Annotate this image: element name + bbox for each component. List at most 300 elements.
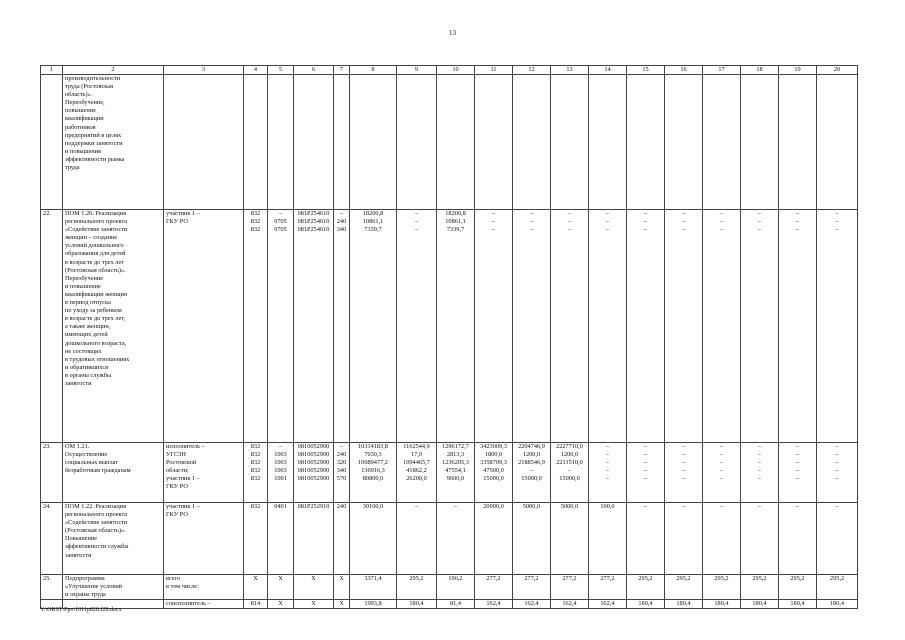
- cell-line: работников: [65, 123, 96, 131]
- cell-line: 7030,3: [364, 451, 382, 459]
- value-cell-c5: [268, 503, 294, 575]
- cell-line: 10861,1: [362, 218, 384, 226]
- cell-line: 0810052900: [297, 451, 330, 459]
- table-row: [41, 575, 858, 600]
- cell-line: –: [835, 459, 839, 467]
- table-row: [41, 210, 858, 443]
- cell-line: –: [757, 218, 762, 226]
- cell-line: 0705: [274, 218, 287, 226]
- value-cell-c11: [475, 443, 513, 503]
- cell-line: –: [719, 459, 724, 467]
- cell-line: –: [605, 218, 610, 226]
- cell-line: –: [681, 451, 686, 459]
- cell-line: –: [278, 443, 283, 450]
- value-cell-c8: [350, 75, 397, 210]
- value-cell-c20: [817, 443, 858, 503]
- executor-cell: [164, 210, 244, 443]
- cell-line: –: [567, 226, 572, 234]
- cell-line: –: [529, 226, 534, 234]
- cell-line: 1800,0: [484, 451, 503, 459]
- cell-line: 30100,0: [362, 503, 384, 510]
- cell-line: X: [253, 575, 258, 582]
- cell-line: 081P254610: [297, 218, 330, 226]
- cell-line: –: [414, 218, 419, 226]
- cell-line: УГСЗН: [166, 451, 186, 459]
- cell-line: –: [605, 459, 610, 467]
- cell-line: 277,2: [600, 575, 615, 582]
- cell-line: 5000,0: [522, 503, 541, 510]
- cell-line: –: [643, 443, 648, 450]
- executor-cell: [164, 575, 244, 600]
- cell-line: 10861,1: [445, 218, 466, 226]
- cell-line: 295,2: [714, 575, 729, 582]
- cell-line: ПОМ 1.22. Реализация: [65, 503, 127, 510]
- cell-line: 2188546,9: [518, 459, 545, 467]
- cell-line: 26200,0: [406, 475, 427, 483]
- value-cell-c10: [437, 503, 475, 575]
- column-number-header: 2: [63, 66, 164, 75]
- value-cell-c19: [779, 503, 817, 575]
- value-cell-c9: [397, 443, 437, 503]
- value-cell-c18: [741, 443, 779, 503]
- cell-line: квалификации: [65, 115, 104, 123]
- value-cell-c16: [665, 503, 703, 575]
- cell-line: –: [795, 218, 800, 226]
- row-number: 22.: [41, 210, 63, 443]
- value-cell-c14: [589, 443, 627, 503]
- value-cell-c7: [334, 575, 350, 600]
- value-cell-c15: [627, 503, 665, 575]
- page-number: 13: [449, 29, 456, 37]
- cell-line: 832: [250, 475, 261, 483]
- cell-line: –: [795, 467, 800, 475]
- value-cell-c5: X: [268, 600, 294, 609]
- cell-line: эффективности рынка: [65, 155, 125, 163]
- cell-line: ГКУ РО: [166, 483, 188, 491]
- value-cell-c12: [513, 503, 551, 575]
- cell-line: –: [339, 443, 344, 450]
- column-number-header: 18: [741, 66, 779, 75]
- cell-line: имеющих детей: [65, 331, 108, 339]
- cell-line: 832: [250, 503, 261, 510]
- cell-line: безработным гражданам: [65, 467, 131, 475]
- cell-line: 9600,0: [446, 475, 465, 483]
- cell-line: 1162544,9: [403, 443, 430, 450]
- column-number-header: 10: [437, 66, 475, 75]
- cell-line: –: [605, 451, 610, 459]
- value-cell-c12: [513, 443, 551, 503]
- value-cell-c17: [703, 210, 741, 443]
- cell-line: 240: [336, 451, 347, 459]
- cell-line: 295,2: [409, 575, 424, 582]
- cell-line: в трудовых отношениях: [65, 355, 130, 363]
- cell-line: в органы службы: [65, 371, 112, 379]
- cell-line: –: [757, 467, 762, 475]
- value-cell-c8: [350, 443, 397, 503]
- value-cell-c10: [437, 210, 475, 443]
- value-cell-c7: [334, 75, 350, 210]
- cell-line: X: [278, 575, 283, 582]
- cell-line: –: [605, 443, 610, 450]
- cell-line: «Улучшение условий: [65, 583, 123, 591]
- value-cell-c14: [589, 75, 627, 210]
- cell-line: а также женщин,: [65, 323, 111, 331]
- cell-line: 295,2: [638, 575, 653, 582]
- measure-name-cell: [63, 575, 164, 600]
- value-cell-c13: [551, 210, 589, 443]
- cell-line: 2211510,0: [556, 459, 583, 467]
- cell-line: –: [681, 443, 686, 450]
- cell-line: 081P254610: [297, 226, 330, 234]
- cell-line: –: [757, 475, 762, 483]
- cell-line: не состоящих: [65, 347, 102, 355]
- column-number-header: 3: [164, 66, 244, 75]
- cell-line: 15000,0: [559, 475, 580, 483]
- value-cell-c5: [268, 75, 294, 210]
- value-cell-c19: [779, 75, 817, 210]
- cell-line: 295,2: [676, 575, 691, 582]
- cell-line: 1296172,7: [442, 443, 469, 450]
- cell-line: занятости: [65, 379, 92, 387]
- value-cell-c5: [268, 575, 294, 600]
- cell-line: (Ростовская область)».: [65, 266, 126, 274]
- cell-line: 1003: [274, 459, 287, 467]
- value-cell-c11: 162,4: [475, 600, 513, 609]
- row-number: 25.: [41, 575, 63, 600]
- value-cell-c11: [475, 575, 513, 600]
- value-cell-c16: [665, 75, 703, 210]
- table-body: [41, 66, 858, 609]
- cell-line: –: [643, 451, 648, 459]
- value-cell-c10: 81,4: [437, 600, 475, 609]
- cell-line: 832: [250, 210, 261, 217]
- cell-line: условий дошкольного: [65, 242, 124, 250]
- cell-line: ОМ 1.21.: [65, 443, 90, 450]
- value-cell-c13: [551, 503, 589, 575]
- cell-line: 832: [250, 443, 261, 450]
- cell-line: труда: [65, 164, 80, 172]
- cell-line: 15000,0: [521, 475, 542, 483]
- cell-line: –: [719, 226, 724, 234]
- cell-line: 15000,0: [483, 475, 504, 483]
- cell-line: –: [795, 451, 800, 459]
- cell-line: 136916,3: [361, 467, 385, 475]
- cell-line: –: [795, 210, 800, 217]
- cell-line: –: [719, 475, 724, 483]
- cell-line: –: [414, 503, 419, 510]
- value-cell-c4: [244, 503, 268, 575]
- value-cell-c19: [779, 210, 817, 443]
- value-cell-c6: [294, 575, 334, 600]
- column-number-header: 17: [703, 66, 741, 75]
- cell-line: участник 1 –: [166, 503, 200, 510]
- cell-line: 41862,2: [406, 467, 427, 475]
- value-cell-c15: [627, 210, 665, 443]
- value-cell-c10: [437, 575, 475, 600]
- value-cell-c14: 162,4: [589, 600, 627, 609]
- cell-line: –: [414, 210, 419, 217]
- cell-line: 832: [250, 226, 261, 234]
- cell-line: –: [643, 210, 648, 217]
- cell-line: 47500,0: [483, 467, 504, 475]
- value-cell-c9: [397, 575, 437, 600]
- table-row: [41, 600, 858, 609]
- cell-line: женщин – создание: [65, 234, 118, 242]
- value-cell-c18: 180,4: [741, 600, 779, 609]
- cell-line: –: [795, 475, 800, 483]
- cell-line: Повышение: [65, 535, 98, 543]
- measure-name-cell: [63, 210, 164, 443]
- cell-line: –: [643, 503, 648, 510]
- value-cell-c7: [334, 210, 350, 443]
- cell-line: 0810052900: [297, 475, 330, 483]
- cell-line: –: [567, 210, 572, 217]
- column-number-header: 20: [817, 66, 858, 75]
- cell-line: –: [719, 443, 724, 450]
- cell-line: 196,2: [448, 575, 463, 582]
- cell-line: 17,0: [410, 451, 423, 459]
- cell-line: 832: [250, 218, 261, 226]
- value-cell-c20: [817, 75, 858, 210]
- value-cell-c20: 180,4: [817, 600, 858, 609]
- cell-line: –: [491, 218, 496, 226]
- cell-line: всего: [166, 575, 181, 582]
- cell-line: 10089477,2: [358, 459, 388, 467]
- cell-line: 240: [336, 218, 347, 226]
- column-number-header: 16: [665, 66, 703, 75]
- column-number-header: 8: [350, 66, 397, 75]
- cell-line: 832: [250, 459, 261, 467]
- cell-line: эффективности службы: [65, 543, 129, 551]
- cell-line: Подпрограмма: [65, 575, 105, 582]
- cell-line: 295,2: [790, 575, 805, 582]
- cell-line: 100,0: [600, 503, 615, 510]
- table-header-row: [41, 66, 858, 75]
- value-cell-c9: [397, 210, 437, 443]
- value-cell-c10: [437, 443, 475, 503]
- cell-line: –: [681, 475, 686, 483]
- cell-line: –: [835, 226, 839, 234]
- value-cell-c11: [475, 210, 513, 443]
- value-cell-c6: [294, 443, 334, 503]
- cell-line: 570: [336, 475, 347, 483]
- value-cell-c9: [397, 503, 437, 575]
- measure-name-cell: [63, 503, 164, 575]
- executor-cell: [164, 75, 244, 210]
- cell-line: –: [795, 459, 800, 467]
- cell-line: 10314183,8: [358, 443, 388, 450]
- cell-line: –: [453, 503, 458, 510]
- column-number-header: 5: [268, 66, 294, 75]
- cell-line: 0705: [274, 226, 287, 234]
- cell-line: Ростовской: [166, 459, 197, 467]
- executor-cell: [164, 503, 244, 575]
- cell-line: –: [414, 226, 419, 234]
- cell-line: –: [643, 475, 648, 483]
- cell-line: –: [681, 459, 686, 467]
- executor-cell: соисполнитель –: [164, 600, 244, 609]
- cell-line: 081P254610: [297, 210, 330, 217]
- column-number-header: 14: [589, 66, 627, 75]
- cell-line: –: [605, 210, 610, 217]
- cell-line: –: [835, 503, 839, 510]
- cell-line: –: [795, 226, 800, 234]
- row-number: 23.: [41, 443, 63, 503]
- cell-line: 18200,8: [445, 210, 466, 217]
- cell-line: 7339,7: [446, 226, 465, 234]
- cell-line: 1001: [274, 475, 287, 483]
- value-cell-c15: 180,4: [627, 600, 665, 609]
- cell-line: 2227710,0: [556, 443, 583, 450]
- cell-line: 277,2: [486, 575, 501, 582]
- cell-line: дошкольного возраста,: [65, 339, 127, 347]
- value-cell-c19: [779, 575, 817, 600]
- column-number-header: 9: [397, 66, 437, 75]
- cell-line: участник 1 –: [166, 475, 200, 483]
- value-cell-c12: 162,4: [513, 600, 551, 609]
- cell-line: 5000,0: [560, 503, 579, 510]
- cell-line: 277,2: [524, 575, 539, 582]
- cell-line: область)».: [65, 91, 93, 99]
- column-number-header: 13: [551, 66, 589, 75]
- value-cell-c13: 162,4: [551, 600, 589, 609]
- cell-line: в том числе:: [166, 583, 199, 591]
- cell-line: –: [757, 443, 762, 450]
- value-cell-c18: [741, 503, 779, 575]
- cell-line: 1236205,3: [442, 459, 469, 467]
- cell-line: Осуществление: [65, 451, 108, 459]
- column-number-header: 12: [513, 66, 551, 75]
- cell-line: –: [681, 226, 686, 234]
- value-cell-c13: [551, 443, 589, 503]
- value-cell-c16: [665, 210, 703, 443]
- value-cell-c19: [779, 443, 817, 503]
- cell-line: –: [719, 451, 724, 459]
- value-cell-c12: [513, 210, 551, 443]
- cell-line: ГКУ РО: [166, 218, 188, 226]
- value-cell-c7: [334, 443, 350, 503]
- cell-line: (Ростовская область)».: [65, 527, 126, 535]
- cell-line: –: [681, 467, 686, 475]
- value-cell-c9: 180,4: [397, 600, 437, 609]
- cell-line: –: [491, 226, 496, 234]
- cell-line: социальных выплат: [65, 459, 118, 467]
- cell-line: –: [719, 218, 724, 226]
- cell-line: –: [681, 210, 686, 217]
- value-cell-c4: [244, 210, 268, 443]
- value-cell-c11: [475, 75, 513, 210]
- cell-line: исполнитель –: [166, 443, 205, 450]
- cell-line: 2204746,9: [518, 443, 545, 450]
- value-cell-c16: [665, 443, 703, 503]
- cell-line: и охраны труда: [65, 591, 106, 599]
- cell-line: 47554,1: [445, 467, 466, 475]
- cell-line: 277,2: [562, 575, 577, 582]
- cell-line: 0810052900: [297, 459, 330, 467]
- budget-table: [40, 65, 858, 609]
- value-cell-c10: [437, 75, 475, 210]
- value-cell-c18: [741, 575, 779, 600]
- cell-line: –: [529, 218, 534, 226]
- cell-line: X: [339, 575, 344, 582]
- cell-line: –: [491, 210, 496, 217]
- cell-line: ПОМ 1.20. Реализация: [65, 210, 127, 217]
- cell-line: труда (Ростовская: [65, 83, 113, 91]
- value-cell-c6: X: [294, 600, 334, 609]
- cell-line: занятости: [65, 551, 92, 559]
- measure-name-cell: [63, 75, 164, 210]
- cell-line: поддержки занятости: [65, 139, 123, 147]
- footer-file-path: Y:\ORST\Ppo\1011p828.f28.docx: [40, 607, 122, 613]
- cell-line: в возрасте до трех лет,: [65, 315, 126, 323]
- cell-line: –: [529, 210, 534, 217]
- cell-line: 1003: [274, 451, 287, 459]
- value-cell-c20: [817, 503, 858, 575]
- cell-line: 320: [336, 459, 347, 467]
- cell-line: производительности: [65, 75, 121, 82]
- value-cell-c17: [703, 443, 741, 503]
- cell-line: –: [757, 459, 762, 467]
- value-cell-c13: [551, 575, 589, 600]
- cell-line: –: [835, 467, 839, 475]
- measure-name-cell: [63, 443, 164, 503]
- cell-line: –: [339, 210, 344, 217]
- executor-cell: [164, 443, 244, 503]
- cell-line: 832: [250, 467, 261, 475]
- cell-line: регионального проекта: [65, 218, 128, 226]
- value-cell-c19: 180,4: [779, 600, 817, 609]
- table-row: [41, 443, 858, 503]
- cell-line: области;: [166, 467, 189, 475]
- value-cell-c16: [665, 575, 703, 600]
- value-cell-c15: [627, 443, 665, 503]
- cell-line: повышение: [65, 107, 96, 115]
- column-number-header: 4: [244, 66, 268, 75]
- value-cell-c4: [244, 443, 268, 503]
- cell-line: предприятий в целях: [65, 131, 122, 139]
- value-cell-c20: [817, 210, 858, 443]
- cell-line: 1094465,7: [403, 459, 430, 467]
- cell-line: –: [795, 503, 800, 510]
- column-number-header: 6: [294, 66, 334, 75]
- cell-line: –: [835, 218, 839, 226]
- cell-line: –: [719, 503, 724, 510]
- cell-line: участник 1 –: [166, 210, 200, 217]
- cell-line: 1003: [274, 467, 287, 475]
- row-number: [41, 75, 63, 210]
- cell-line: 18200,8: [362, 210, 384, 217]
- value-cell-c7: X: [334, 600, 350, 609]
- cell-line: ГКУ РО: [166, 511, 188, 519]
- cell-line: –: [795, 443, 800, 450]
- value-cell-c14: [589, 210, 627, 443]
- cell-line: Переобучение: [65, 274, 104, 282]
- cell-line: 0810052900: [297, 467, 330, 475]
- value-cell-c12: [513, 575, 551, 600]
- cell-line: 832: [250, 451, 261, 459]
- cell-line: 295,2: [829, 575, 845, 582]
- value-cell-c4: [244, 75, 268, 210]
- value-cell-c17: 180,4: [703, 600, 741, 609]
- cell-line: –: [757, 226, 762, 234]
- value-cell-c17: [703, 75, 741, 210]
- cell-line: –: [529, 467, 534, 475]
- cell-line: –: [681, 218, 686, 226]
- value-cell-c16: 180,4: [665, 600, 703, 609]
- cell-line: 1200,0: [560, 451, 579, 459]
- cell-line: –: [757, 503, 762, 510]
- value-cell-c15: [627, 575, 665, 600]
